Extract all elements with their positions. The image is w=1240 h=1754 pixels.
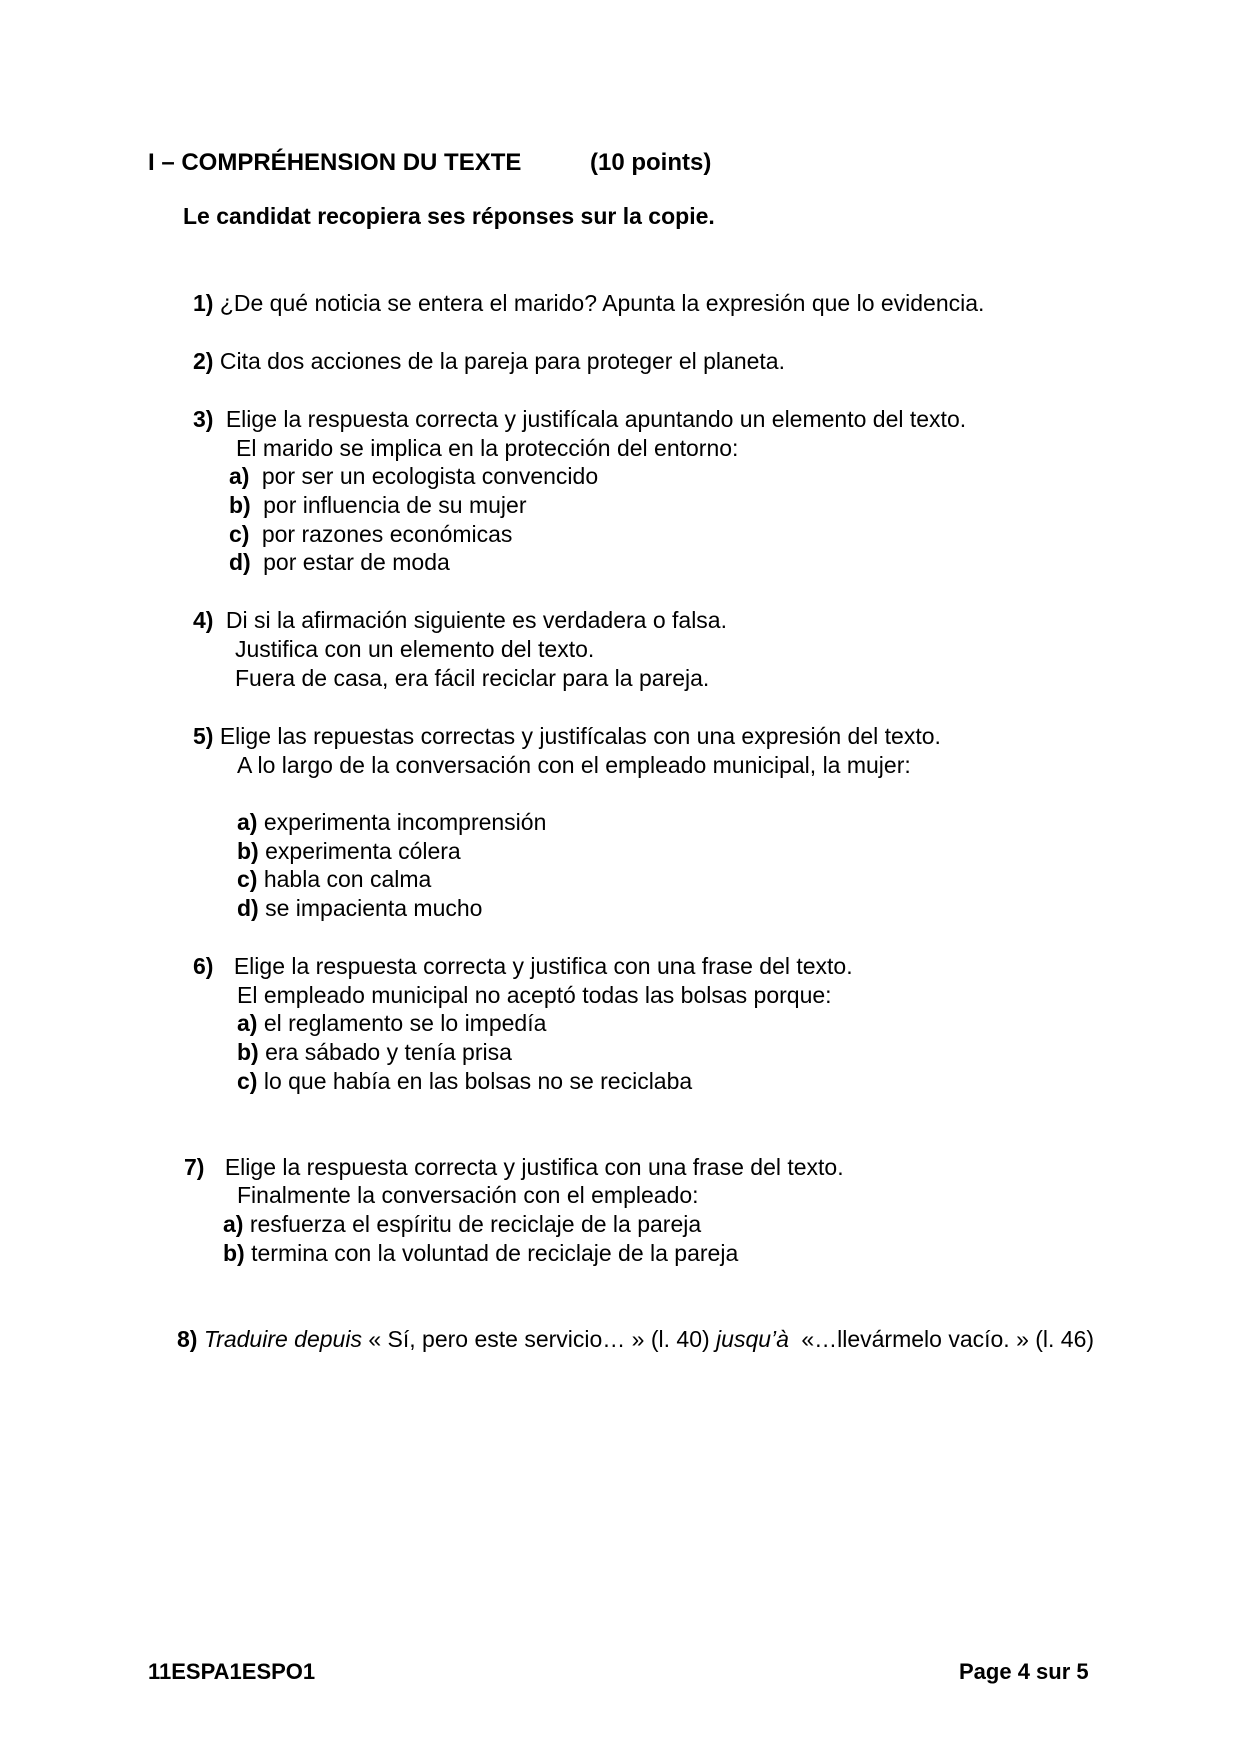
- option: [237, 811, 546, 834]
- question-text-italic: jusqu’à: [716, 1326, 789, 1352]
- option: [229, 523, 512, 546]
- question-number: 8): [177, 1326, 198, 1352]
- question-text: Elige la respuesta correcta y justifica con una frase del texto.: [224, 1154, 844, 1180]
- option: [237, 868, 431, 891]
- option-text: resfuerza el espíritu de reciclaje de la pareja: [249, 1211, 702, 1237]
- quote-start: « Sí, pero este servicio… » (l. 40): [368, 1326, 710, 1352]
- document-code: 11ESPA1ESPO1: [148, 1659, 316, 1684]
- question-number: 5): [193, 723, 214, 749]
- option-letter: a): [237, 1010, 258, 1036]
- option-letter: a): [229, 463, 250, 489]
- option-letter: b): [237, 838, 259, 864]
- section-title: I – COMPRÉHENSION DU TEXTE: [148, 149, 522, 176]
- option: [237, 1041, 512, 1064]
- option-letter: d): [229, 549, 251, 575]
- option-letter: b): [229, 492, 251, 518]
- option-letter: c): [237, 1068, 258, 1094]
- page-number: Page 4 sur 5: [959, 1659, 1089, 1684]
- question-text: Elige la respuesta correcta y justifica con una frase del texto.: [233, 953, 853, 979]
- question-number: 4): [193, 607, 214, 633]
- option-letter: d): [237, 895, 259, 921]
- option-text: era sábado y tenía prisa: [265, 1039, 512, 1065]
- option-text: por influencia de su mujer: [263, 492, 527, 518]
- points-label: (10 points): [590, 149, 712, 176]
- question-6: [193, 955, 853, 978]
- option-text: termina con la voluntad de reciclaje de la pareja: [251, 1240, 739, 1266]
- option-text: por estar de moda: [263, 549, 450, 575]
- question-number: 7): [184, 1154, 205, 1180]
- question-number: 1): [193, 290, 214, 316]
- question-1: [193, 292, 984, 315]
- question-number: 6): [193, 953, 214, 979]
- question-2: [193, 350, 785, 373]
- question-number: 2): [193, 348, 214, 374]
- question-stem: A lo largo de la conversación con el empleado municipal, la mujer:: [237, 752, 911, 778]
- question-text-italic: Traduire depuis: [203, 1326, 362, 1352]
- question-number: 3): [193, 406, 214, 432]
- question-7: [184, 1156, 844, 1179]
- option: [229, 551, 450, 574]
- option: [237, 840, 461, 863]
- option-letter: c): [229, 521, 250, 547]
- option-letter: a): [223, 1211, 244, 1237]
- option: [237, 897, 482, 920]
- option: [237, 1070, 692, 1093]
- question-3: [193, 408, 966, 431]
- question-text: Elige las repuestas correctas y justifícalas con una expresión del texto.: [219, 723, 941, 749]
- option-letter: b): [237, 1039, 259, 1065]
- question-text: Cita dos acciones de la pareja para proteger el planeta.: [219, 348, 785, 374]
- option-text: habla con calma: [263, 866, 432, 892]
- option-text: lo que había en las bolsas no se reciclaba: [263, 1068, 693, 1094]
- question-text: Di si la afirmación siguiente es verdadera o falsa.: [225, 607, 727, 633]
- question-text: ¿De qué noticia se entera el marido? Apunta la expresión que lo evidencia.: [219, 290, 985, 316]
- option: [237, 1012, 546, 1035]
- question-5: [193, 725, 941, 748]
- option: [223, 1213, 701, 1236]
- question-text: Elige la respuesta correcta y justifícala apuntando un elemento del texto.: [225, 406, 967, 432]
- option-text: por ser un ecologista convencido: [261, 463, 599, 489]
- option-text: el reglamento se lo impedía: [263, 1010, 547, 1036]
- option-text: se impacienta mucho: [265, 895, 483, 921]
- option: [223, 1242, 738, 1265]
- option-text: experimenta cólera: [265, 838, 461, 864]
- instruction: Le candidat recopiera ses réponses sur la copie.: [183, 203, 715, 229]
- question-4: [193, 609, 727, 632]
- question-stem: Finalmente la conversación con el empleado:: [237, 1182, 699, 1208]
- question-8: [177, 1328, 1094, 1351]
- option-letter: a): [237, 809, 258, 835]
- question-line: Fuera de casa, era fácil reciclar para la pareja.: [235, 665, 710, 691]
- quote-end: «…llevármelo vacío. » (l. 46): [801, 1326, 1095, 1352]
- option-text: por razones económicas: [261, 521, 513, 547]
- option: [229, 465, 598, 488]
- option-letter: c): [237, 866, 258, 892]
- question-stem: El empleado municipal no aceptó todas las bolsas porque:: [237, 982, 832, 1008]
- option-text: experimenta incomprensión: [263, 809, 547, 835]
- option: [229, 494, 526, 517]
- question-line: Justifica con un elemento del texto.: [235, 636, 595, 662]
- option-letter: b): [223, 1240, 245, 1266]
- question-stem: El marido se implica en la protección del entorno:: [236, 435, 739, 461]
